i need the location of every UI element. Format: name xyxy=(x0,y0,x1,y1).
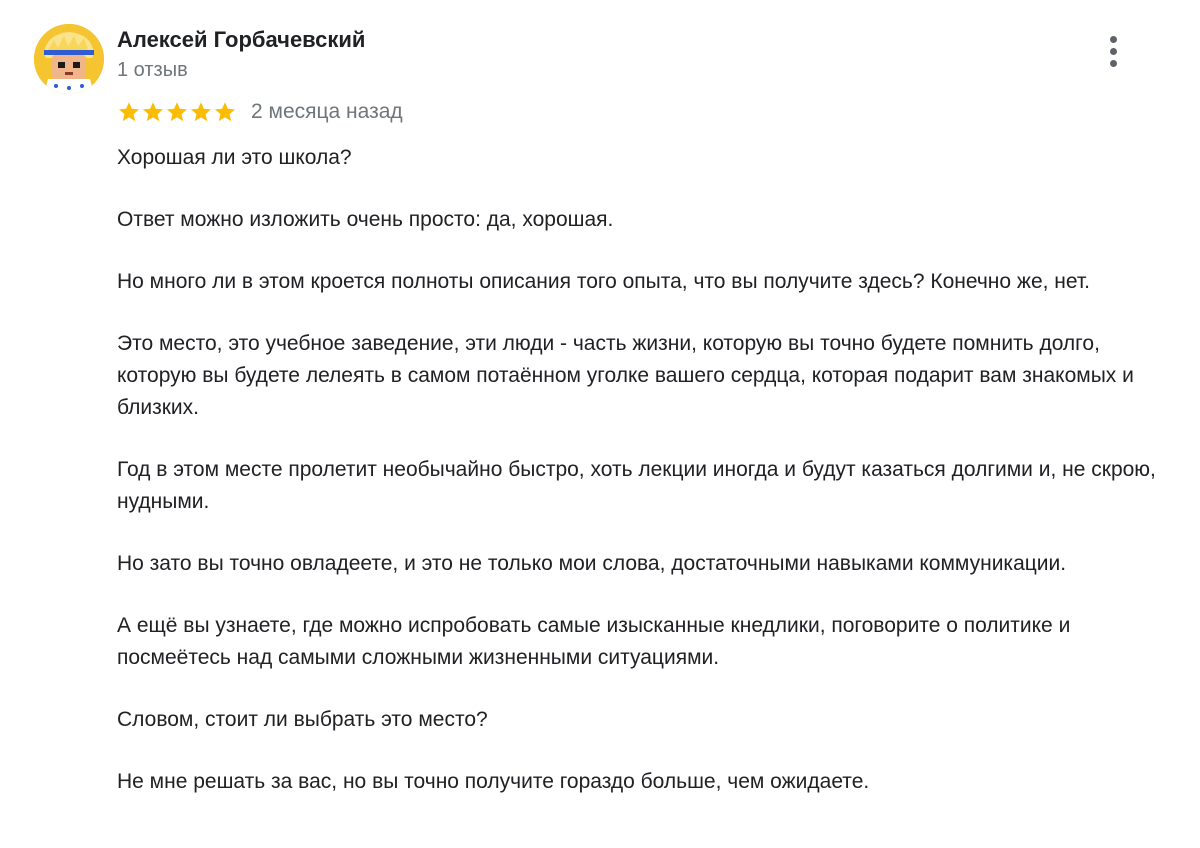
more-vert-icon xyxy=(1110,36,1117,43)
rating-row xyxy=(117,96,403,128)
review-paragraph: Не мне решать за вас, но вы точно получите гораздо больше, чем ожидаете. xyxy=(117,770,870,793)
star-icon xyxy=(141,100,165,124)
cartoon-avatar-icon xyxy=(34,24,104,94)
review-paragraph: Но зато вы точно овладеете, и это не только мои слова, достаточными навыками коммуникации. xyxy=(117,552,1067,575)
review-paragraph: Это место, это учебное заведение, эти люди - часть жизни, которую вы точно будете помнить долго, которую вы будете лелеять в самом потаённом уголке вашего сердца, которая подарит вам знакомых и близких. xyxy=(117,332,1134,419)
star-icon xyxy=(189,100,213,124)
review-paragraph: Ответ можно изложить очень просто: да, хорошая. xyxy=(117,208,614,231)
star-icon xyxy=(213,100,237,124)
star-rating xyxy=(117,100,237,124)
more-options-button[interactable] xyxy=(1100,32,1128,70)
star-icon xyxy=(117,100,141,124)
review-paragraph: А ещё вы узнаете, где можно испробовать самые изысканные кнедлики, поговорите о политике и посмеётесь над самыми сложными жизненными ситуациями. xyxy=(117,614,1071,669)
more-vert-icon xyxy=(1110,60,1117,67)
review-date: 2 месяца назад xyxy=(251,100,403,123)
review-paragraph: Но много ли в этом кроется полноты описания того опыта, что вы получите здесь? Конечно же, нет. xyxy=(117,270,1090,293)
review-paragraph: Год в этом месте пролетит необычайно быстро, хоть лекции иногда и будут казаться долгими и, не скрою, нудными. xyxy=(117,458,1156,513)
review-text xyxy=(117,142,1177,828)
more-vert-icon xyxy=(1110,48,1117,55)
star-icon xyxy=(165,100,189,124)
avatar[interactable] xyxy=(34,24,104,94)
review-paragraph: Словом, стоит ли выбрать это место? xyxy=(117,708,488,731)
author-name[interactable]: Алексей Горбачевский xyxy=(117,27,366,52)
review-paragraph: Хорошая ли это школа? xyxy=(117,146,352,169)
review-count[interactable]: 1 отзыв xyxy=(117,59,188,81)
